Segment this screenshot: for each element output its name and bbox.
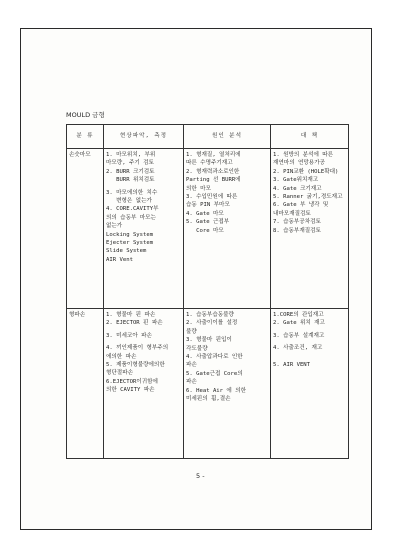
observation-cell (104, 309, 184, 459)
cell-line: 2. 형재력과소로인한 (186, 168, 240, 175)
cell-line: 2. BURR 크기검토 (106, 168, 155, 175)
cell-line: 3. 습동부 설계재고 (273, 332, 325, 339)
cell-line: 5. 제품이형불량에의한 (106, 362, 165, 369)
cell-line: 의한 CAVITY 파손 (106, 387, 155, 394)
cell-line: 재연마의 연망용가공 (273, 160, 326, 167)
cell-line: AIR Vent (106, 256, 133, 263)
cell-line: 7. 습동부공차검토 (273, 219, 321, 226)
cell-line: 5. AIR VENT (273, 361, 311, 368)
header-category: 분 류 (67, 125, 104, 149)
cell-line: 파손 (186, 362, 197, 369)
cell-line: 변형은 없는가 (106, 198, 152, 205)
cell-line: 마모량, 주기 검토 (106, 160, 154, 167)
cell-line: 5. Ranner 굵기,경도재고 (273, 194, 343, 201)
cell-line: 4. 사출압과다로 인한 (186, 354, 243, 361)
cell-line: 형단절파손 (106, 370, 134, 377)
cell-line: 1.CORE의 관입재고 (273, 312, 324, 318)
cell-line: Core 마모 (186, 227, 224, 234)
cell-line: 습동 PIN 부마모 (186, 202, 230, 209)
cause-cell (184, 149, 271, 309)
cell-line: 에의한 파손 (106, 353, 137, 360)
analysis-table (66, 124, 349, 459)
cell-line: 의의 습동부 마모는 (106, 214, 156, 221)
cell-line: 1. 습동부습동불량 (186, 312, 234, 318)
cell-line: 따른 수명주기재고 (186, 160, 233, 167)
cell-line: 2. PIN교환 (HOLE확대) (273, 168, 339, 175)
cell-line: 미세핀의 휨,결손 (186, 396, 231, 403)
cell-line: 1. 형재질, 열처리에 (186, 152, 241, 158)
observation-cell (104, 149, 184, 309)
cell-line: 2. Gate 위치 재고 (273, 320, 325, 327)
cell-line: 5. Gate근접 Core의 (186, 370, 243, 377)
cell-line: 4. 끼인제품이 형부주의 (106, 345, 169, 352)
cell-line: 2. 사출이이를 설정 (186, 320, 238, 327)
cell-line: 3. 수입민원에 따른 (186, 194, 238, 201)
row-category: 형파손 (67, 309, 104, 459)
cell-line: 3. 마모에의한 치수 (106, 189, 158, 196)
cell-line: 내마모재질검토 (273, 210, 311, 217)
table-row (67, 149, 349, 309)
cell-line: 각도불량 (186, 345, 208, 352)
cell-line: 4. Gate 크기재고 (273, 185, 322, 192)
cell-line: 5. Gate 근접부 (186, 219, 230, 226)
cell-line: 1. 형물마 핀 파손 (106, 312, 156, 318)
table-row (67, 309, 349, 459)
cell-line: 4. CORE.CAVITY부 (106, 206, 159, 213)
row-category: 손숫마모 (67, 149, 104, 309)
cell-line: 8. 습동부재질검토 (273, 227, 321, 234)
cell-line: 6. Heat Air 에 의한 (186, 387, 246, 394)
cell-line: 3. 미세코아 파손 (106, 332, 152, 339)
table-header-row (67, 125, 349, 149)
header-cause: 원인 분석 (184, 125, 271, 149)
cell-line: Ejecter System (106, 240, 154, 247)
cell-line: 4. Gate 마모 (186, 210, 224, 217)
cell-line: 3. 형물마 핀입이 (186, 337, 232, 344)
cell-line: 6. Gate 부 냉각 및 (273, 202, 329, 209)
cell-line: 없는가 (106, 223, 123, 230)
countermeasure-cell (271, 149, 349, 309)
cell-line: 파손 (186, 379, 197, 386)
cell-line: 2. EJECTOR 핀 파손 (106, 320, 163, 327)
cell-line: 6.EJECTOR이귀함에 (106, 378, 158, 385)
cell-line: 1. 원방의 분석에 따른 (273, 152, 334, 158)
cell-line: Parting 선 BURR에 (186, 177, 241, 184)
cell-line: 3. Gate위치재고 (273, 177, 319, 184)
cell-line: BURR 위치검토 (106, 177, 155, 184)
cell-line: Locking System (106, 231, 154, 238)
header-countermeasure: 대 책 (271, 125, 349, 149)
header-observation: 현상파악, 측정 (104, 125, 184, 149)
countermeasure-cell (271, 309, 349, 459)
cell-line: 1. 마모위치, 부위 (106, 152, 156, 158)
page-number: 5 - (196, 472, 205, 480)
section-title: MOULD 금형 (66, 111, 105, 119)
cell-line: Slide System (106, 248, 147, 255)
cell-line: 4. 사출조건, 재고 (273, 345, 323, 352)
cell-line: 의한 마모 (186, 185, 211, 192)
cause-cell (184, 309, 271, 459)
cell-line: 불량 (186, 328, 197, 335)
